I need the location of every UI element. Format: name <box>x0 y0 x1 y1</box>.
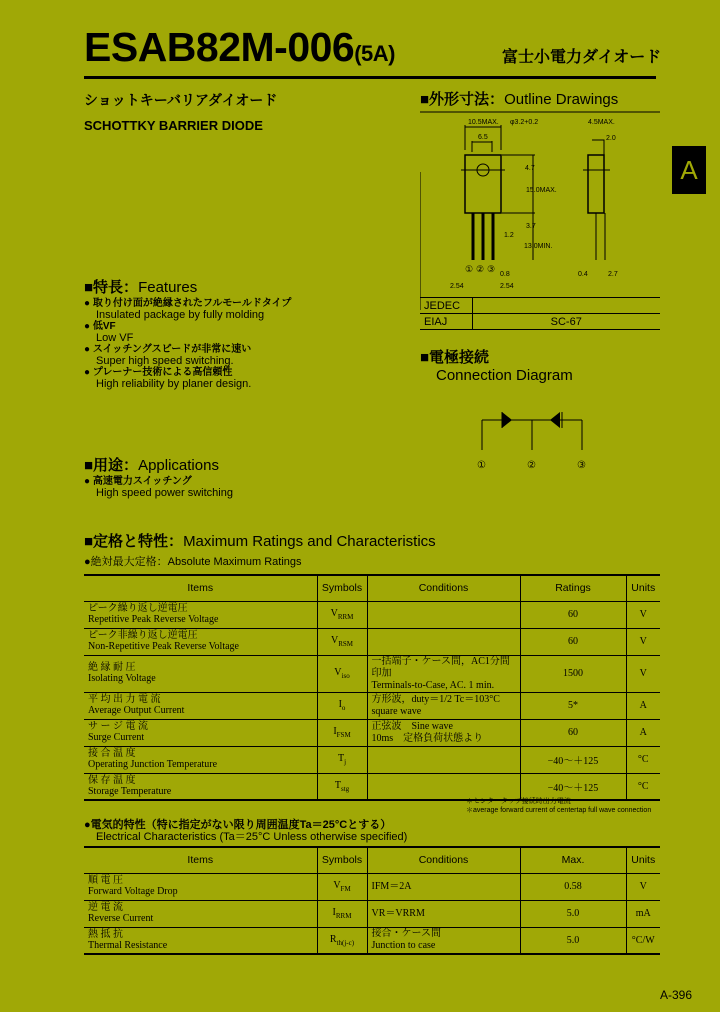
unit-cell: A <box>626 719 660 746</box>
column-header: Conditions <box>367 575 520 601</box>
package-label: JEDEC <box>420 298 472 314</box>
package-label: EIAJ <box>420 314 472 330</box>
table-row <box>84 900 660 927</box>
svg-text:10.5MAX.: 10.5MAX. <box>468 119 499 126</box>
svg-text:③: ③ <box>577 460 586 471</box>
outline-heading: ■外形寸法：Outline Drawings <box>420 91 619 108</box>
svg-text:2.54: 2.54 <box>500 283 514 290</box>
item-cell: ピーク非繰り返し逆電圧 Non-Repetitive Peak Reverse Voltage <box>84 628 317 655</box>
ratings-heading: ■定格と特性：Maximum Ratings and Characteristics <box>84 533 436 550</box>
condition-cell: 接合・ケース間 Junction to case <box>367 927 520 954</box>
unit-cell: V <box>626 873 660 900</box>
column-header: Items <box>84 847 317 873</box>
unit-cell: V <box>626 655 660 692</box>
value-cell: 60 <box>520 601 626 628</box>
item-cell: 熱 抵 抗 Thermal Resistance <box>84 927 317 954</box>
svg-text:②: ② <box>476 264 485 274</box>
item-cell: ピーク繰り返し逆電圧 Repetitive Peak Reverse Voltage <box>84 601 317 628</box>
value-cell: 60 <box>520 719 626 746</box>
package-value <box>472 298 660 314</box>
symbol-cell: $I_{FSM}$ <box>317 719 367 746</box>
svg-text:0.4: 0.4 <box>578 271 588 278</box>
svg-text:4.5MAX.: 4.5MAX. <box>588 119 615 126</box>
current-rating: (5A) <box>354 41 396 66</box>
item-cell: 逆 電 流 Reverse Current <box>84 900 317 927</box>
application-item: ● 高速電力スイッチング High speed power switching <box>84 476 233 499</box>
unit-cell: mA <box>626 900 660 927</box>
column-header: Conditions <box>367 847 520 873</box>
features-heading: ■特長：Features <box>84 279 198 296</box>
table-row <box>84 719 660 746</box>
svg-text:0.8: 0.8 <box>500 271 510 278</box>
table-row <box>84 773 660 800</box>
svg-text:2.0: 2.0 <box>606 135 616 142</box>
table-row <box>84 655 660 692</box>
svg-text:4.7: 4.7 <box>525 165 535 172</box>
column-header: Units <box>626 575 660 601</box>
value-cell: −40～＋125 <box>520 746 626 773</box>
connection-heading-jp: ■電極接続 <box>420 349 490 366</box>
svg-text:2.54: 2.54 <box>450 283 464 290</box>
condition-cell: VR＝VRRM <box>367 900 520 927</box>
electrical-heading-jp: ●電気的特性（特に指定がない限り周囲温度Ta＝25°Cとする） <box>84 819 392 831</box>
symbol-cell: $R_{th(j-c)}$ <box>317 927 367 954</box>
feature-item: ● スイッチングスピードが非常に速い Super high speed switching. <box>84 344 252 367</box>
value-cell: 5.0 <box>520 900 626 927</box>
table-row <box>84 692 660 719</box>
condition-cell: 方形波，duty＝1/2 Tc＝103°C square wave <box>367 692 520 719</box>
unit-cell: V <box>626 601 660 628</box>
symbol-cell: $V_{RRM}$ <box>317 601 367 628</box>
diode-symbol <box>550 412 560 428</box>
unit-cell: °C/W <box>626 927 660 954</box>
column-header: Symbols <box>317 575 367 601</box>
max-ratings-table <box>84 574 660 801</box>
value-cell: 0.58 <box>520 873 626 900</box>
item-cell: 絶 縁 耐 圧 Isolating Voltage <box>84 655 317 692</box>
item-cell: サ ー ジ 電 流 Surge Current <box>84 719 317 746</box>
condition-cell <box>367 628 520 655</box>
diode-symbol <box>502 412 512 428</box>
feature-item: ● 低VF Low VF <box>84 321 134 344</box>
value-cell: 60 <box>520 628 626 655</box>
svg-text:6.5: 6.5 <box>478 134 488 141</box>
value-cell: 5* <box>520 692 626 719</box>
connection-heading-en: Connection Diagram <box>436 367 573 384</box>
subtitle-jp: ショットキーバリアダイオード <box>84 92 278 108</box>
svg-text:③: ③ <box>487 264 496 274</box>
table-row <box>84 601 660 628</box>
svg-text:φ3.2+0.2: φ3.2+0.2 <box>510 119 539 126</box>
unit-cell: V <box>626 628 660 655</box>
symbol-cell: $V_{FM}$ <box>317 873 367 900</box>
table-row <box>84 927 660 954</box>
unit-cell: °C <box>626 746 660 773</box>
applications-list <box>84 476 233 499</box>
svg-text:①: ① <box>465 264 474 274</box>
column-header: Max. <box>520 847 626 873</box>
feature-item: ● 取り付け面が絶縁されたフルモールドタイプ Insulated package by fully molding <box>84 298 292 321</box>
svg-text:①: ① <box>477 460 486 471</box>
section-tab: A <box>672 146 706 194</box>
page-number: A-396 <box>660 988 693 1002</box>
part-number-title <box>84 24 395 71</box>
electrical-heading-en: Electrical Characteristics (Ta＝25°C Unless otherwise specified) <box>96 831 408 843</box>
header-rule <box>84 76 656 79</box>
package-table <box>420 297 660 330</box>
unit-cell: °C <box>626 773 660 800</box>
symbol-cell: $I_{RRM}$ <box>317 900 367 927</box>
unit-cell: A <box>626 692 660 719</box>
condition-cell <box>367 601 520 628</box>
column-header: Symbols <box>317 847 367 873</box>
condition-cell: 一括端子・ケース間，AC1分間印加 Terminals-to-Case, AC. 1 min. <box>367 655 520 692</box>
svg-text:2.7: 2.7 <box>608 271 618 278</box>
symbol-cell: $T_j$ <box>317 746 367 773</box>
applications-heading: ■用途：Applications <box>84 457 219 474</box>
value-cell: 1500 <box>520 655 626 692</box>
part-number: ESAB82M-006 <box>84 24 355 70</box>
column-header: Ratings <box>520 575 626 601</box>
category-jp: 富士小電力ダイオード <box>502 49 662 66</box>
footnote-jp: ＊センタータップ接続時出力電流 <box>466 798 571 805</box>
column-header: Units <box>626 847 660 873</box>
symbol-cell: $T_{stg}$ <box>317 773 367 800</box>
svg-text:3.7: 3.7 <box>526 223 536 230</box>
item-cell: 平 均 出 力 電 流 Average Output Current <box>84 692 317 719</box>
condition-cell: IFM＝2A <box>367 873 520 900</box>
value-cell: 5.0 <box>520 927 626 954</box>
value-cell: −40～＋125 <box>520 773 626 800</box>
footnote-en: ＊average forward current of centertap full wave connection <box>466 807 652 814</box>
condition-cell <box>367 746 520 773</box>
item-cell: 順 電 圧 Forward Voltage Drop <box>84 873 317 900</box>
table-row <box>84 746 660 773</box>
feature-item: ● プレーナー技術による高信頼性 High reliability by planer design. <box>84 367 252 390</box>
svg-text:13.0MIN.: 13.0MIN. <box>524 243 553 250</box>
abs-max-subheading: ●絶対最大定格：Absolute Maximum Ratings <box>84 556 302 568</box>
features-list <box>84 298 291 390</box>
subtitle-en: SCHOTTKY BARRIER DIODE <box>84 118 263 133</box>
symbol-cell: $V_{RSM}$ <box>317 628 367 655</box>
svg-text:1.2: 1.2 <box>504 232 514 239</box>
table-row <box>84 628 660 655</box>
outline-drawing <box>420 110 660 310</box>
svg-text:15.0MAX.: 15.0MAX. <box>526 187 557 194</box>
item-cell: 接 合 温 度 Operating Junction Temperature <box>84 746 317 773</box>
svg-text:②: ② <box>527 460 536 471</box>
item-cell: 保 存 温 度 Storage Temperature <box>84 773 317 800</box>
electrical-table <box>84 846 660 955</box>
table-row <box>84 873 660 900</box>
symbol-cell: $I_o$ <box>317 692 367 719</box>
condition-cell: 正弦波 Sine wave 10ms 定格負荷状態より <box>367 719 520 746</box>
package-value: SC-67 <box>472 314 660 330</box>
connection-diagram <box>470 400 610 475</box>
column-header: Items <box>84 575 317 601</box>
symbol-cell: $V_{iso}$ <box>317 655 367 692</box>
